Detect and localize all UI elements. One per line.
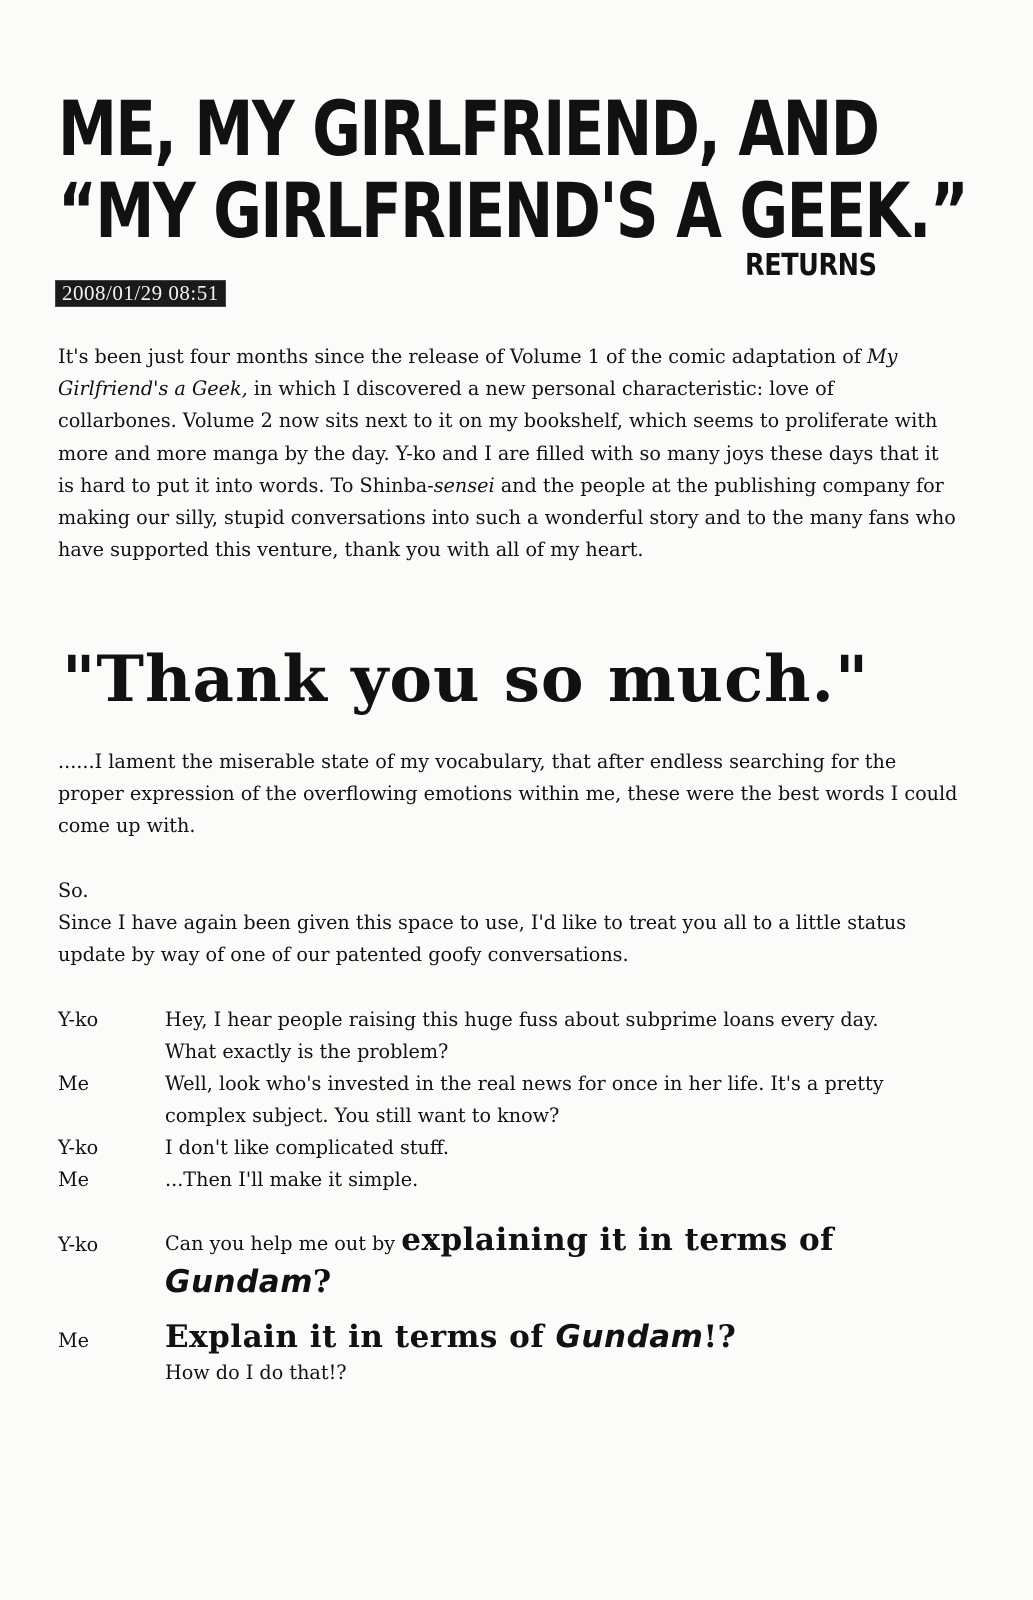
intro-paragraph: [58, 341, 958, 566]
dialog-line-plain: Can you help me out by: [165, 1232, 402, 1255]
dialog-line-plain: How do I do that!?: [165, 1361, 347, 1385]
book-title: My Girlfriend's a Geek,: [58, 345, 898, 401]
lament-paragraph: ......I lament the miserable state of my vocabulary, that after endless searching for the proper expression of the overflowing emotions within me, these were the best words I could come up with.: [58, 750, 958, 838]
gundam-emphasis: [165, 1264, 332, 1300]
speaker-label: Me: [58, 1072, 90, 1095]
dialog-line-emphasis: explaining it in terms of: [401, 1222, 835, 1258]
dialog-line: [165, 1221, 925, 1305]
returns-label: RETURNS: [745, 248, 877, 283]
title-line-1: ME, MY GIRLFRIEND, AND: [58, 84, 879, 173]
page-title: [58, 84, 968, 255]
speaker-label: Me: [58, 1329, 90, 1352]
intro-text-1: It's been just four months since the release of Volume 1 of the comic adaptation of: [58, 345, 867, 368]
intro-text-3: and the people at the publishing company for making our silly, stupid conversations into such a wonderful story and to the many fans who have supported this venture, thank you with all of my heart.: [58, 473, 956, 562]
dialog-line-emphasis: [165, 1319, 736, 1355]
speaker-label: Y-ko: [58, 1008, 99, 1031]
honorific: sensei: [433, 473, 495, 497]
so-line-2: Since I have again been given this space to use, I'd like to treat you all to a little status update by way of one of our patented goofy conversations.: [58, 911, 907, 967]
dialog-line: ...Then I'll make it simple.: [165, 1168, 419, 1191]
thank-you-heading: "Thank you so much.": [62, 642, 870, 717]
timestamp-badge: 2008/01/29 08:51: [55, 280, 226, 307]
so-line-1: So.: [58, 879, 89, 902]
exclaim-question: !?: [703, 1319, 737, 1355]
speaker-label: Y-ko: [58, 1136, 99, 1159]
explain-text: Explain it in terms of: [165, 1319, 556, 1355]
gundam-word: Gundam: [165, 1264, 313, 1300]
title-line-2: “MY GIRLFRIEND'S A GEEK.”: [58, 166, 968, 255]
gundam-word: Gundam: [555, 1319, 704, 1355]
dialog-line: Hey, I hear people raising this huge fuss about subprime loans every day. What exactly is the problem?: [165, 1008, 879, 1064]
dialog-line: I don't like complicated stuff.: [165, 1136, 449, 1159]
speaker-label: Me: [58, 1168, 90, 1191]
question-mark: ?: [313, 1264, 332, 1300]
dialog-line: [165, 1317, 925, 1389]
dialog-line: Well, look who's invested in the real news for once in her life. It's a pretty complex subject. You still want to know?: [165, 1072, 884, 1128]
so-paragraph: [58, 875, 958, 972]
speaker-label: Y-ko: [58, 1233, 99, 1256]
intro-text-2: in which I discovered a new personal characteristic: love of collarbones. Volume 2 now sits next to it on my bookshelf, which seems to proliferate with more and more manga by the day. Y-ko and I are filled with so many joys these days that it is hard to put it into words. To Shinba-: [58, 377, 939, 497]
